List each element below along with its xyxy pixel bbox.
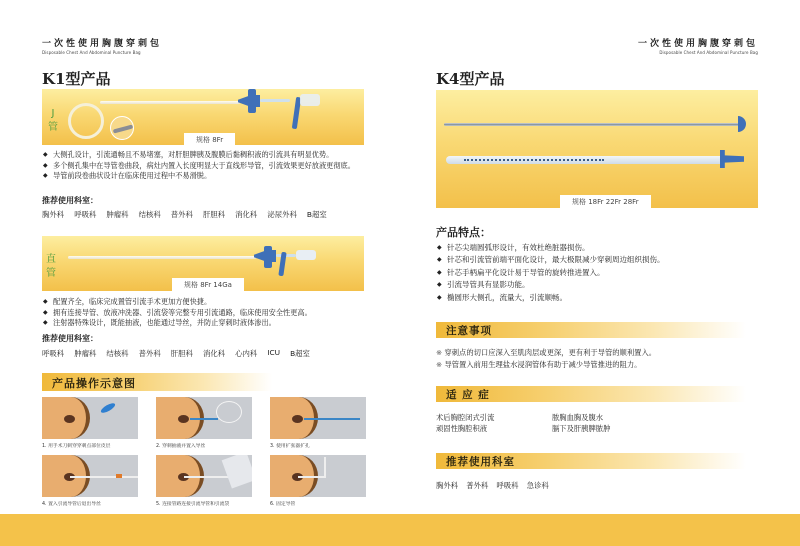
brand-title-cn: 一次性使用胸腹穿刺包 (637, 39, 758, 49)
feature-item: ◆ 注射器特殊设计，既能抽液，也能通过导丝，并防止穿刺时液体渗出。 (42, 318, 364, 329)
note-item: ※ 穿刺点的切口应深入至肌肉层或更深，更有利于导管的顺利置入。 (436, 347, 656, 359)
j-tube-dept-list (42, 209, 327, 220)
j-tube-connector (300, 94, 320, 106)
dept-item: 普外科 (138, 349, 161, 358)
j-tube-hub-wing (248, 89, 256, 113)
k4-spec: 规格 18Fr 22Fr 28Fr (560, 195, 651, 209)
j-tube-catheter (100, 101, 240, 104)
dept-item: 急诊科 (526, 481, 549, 490)
dept-item: 肿瘤科 (74, 349, 97, 358)
k4-title: K4型产品 (436, 70, 505, 88)
step-1-illustration (42, 397, 138, 439)
indication-item: 脓胸血胸及腹水 (552, 413, 604, 422)
feature-item: ◆ 配置齐全，临床完成置管引流手术更加方便快捷。 (42, 297, 364, 308)
feature-item: ◆ 针芯尖端圆弧形设计，有效杜绝脏器损伤。 (436, 242, 758, 254)
k4-tube-connector (720, 150, 744, 168)
j-tube-dept-heading: 推荐使用科室： (42, 196, 98, 205)
step-caption: 4. 置入引流导管后退出导丝 (42, 502, 101, 507)
operation-step-6 (270, 455, 366, 507)
brand-title-cn: 一次性使用胸腹穿刺包 (42, 39, 163, 49)
dept-item: 肝胆科 (202, 210, 226, 219)
departments-heading: 推荐使用科室 (446, 456, 515, 468)
j-tube-shaft (260, 99, 290, 102)
dept-item: 消化科 (202, 349, 226, 358)
k1-title: K1型产品 (42, 70, 111, 88)
note-item: ※ 导管置入前用生理盐水浸润管体有助于减少导管推进的阻力。 (436, 359, 656, 371)
notes-list (436, 347, 656, 371)
feature-item: ◆ 椭圆形大侧孔，流量大，引流顺畅。 (436, 292, 758, 304)
dept-item: B超室 (290, 349, 310, 358)
feature-item: ◆ 针芯手柄扁平化设计易于导管的旋转推进置入。 (436, 267, 758, 279)
straight-tube-connector (296, 250, 316, 260)
step-4-illustration (42, 455, 138, 497)
dept-item: 普外科 (170, 210, 193, 219)
step-2-illustration (156, 397, 252, 439)
dept-item: 结核科 (138, 210, 161, 219)
straight-tube-panel (42, 236, 364, 291)
k4-trocar-handle (738, 116, 746, 132)
dept-item: 消化科 (235, 210, 258, 219)
straight-tube-dept-list (42, 348, 310, 359)
dept-item: 心内科 (235, 349, 258, 358)
feature-item: ◆ 多个侧孔集中在导管卷曲段，病灶内置入长度明显大于直线形导管，引流效果更好放液更彻底。 (42, 161, 364, 172)
step-caption: 1. 用手术刀刺穿穿刺点部位皮层 (42, 444, 111, 449)
k4-trocar-needle (444, 123, 744, 126)
operation-step-5 (156, 455, 252, 507)
indications-list (436, 412, 672, 434)
j-tube-features (42, 150, 364, 182)
step-caption: 5. 连接管路连接引流导管和引流袋 (156, 502, 230, 507)
indications-heading: 适 应 症 (446, 389, 490, 401)
straight-tube-dept-heading: 推荐使用科室： (42, 334, 98, 343)
departments-list (436, 480, 549, 491)
dept-item: B超室 (306, 210, 327, 219)
operation-section-header (42, 373, 272, 391)
straight-tube-label: 直 管 (46, 254, 56, 279)
step-3-illustration (270, 397, 366, 439)
brand-title-en: Disposable Chest And Abdominal Puncture Bag (659, 50, 758, 55)
operation-step-1 (42, 397, 138, 449)
brand-header-right (638, 36, 758, 55)
k4-drainage-tube (446, 156, 724, 164)
j-tube-spec: 规格 8Fr (184, 133, 235, 147)
dept-item: 泌尿外科 (267, 210, 297, 219)
operation-heading: 产品操作示意图 (52, 377, 136, 390)
step-caption: 2. 穿刺抽液并置入导丝 (156, 444, 206, 449)
dept-item: 肿瘤科 (106, 210, 129, 219)
departments-section-header (436, 453, 746, 469)
brand-title-en: Disposable Chest And Abdominal Puncture Bag (42, 50, 141, 55)
step-caption: 3. 使用扩张器扩孔 (270, 444, 310, 449)
straight-tube-features (42, 297, 364, 329)
k4-features-heading: 产品特点： (436, 226, 491, 239)
feature-item: ◆ 导管前段卷曲状设计在临床使用过程中不易滑脱。 (42, 171, 364, 182)
k4-features (436, 242, 758, 304)
step-caption: 6. 固定导管 (270, 502, 296, 507)
dept-item: 结核科 (106, 349, 129, 358)
indication-item: 顽固性胸腔积液 (436, 424, 488, 433)
indication-item: 膈下及肝胰脾脓肿 (552, 424, 611, 433)
j-tube-detail-image (110, 116, 134, 140)
footer-band (0, 514, 800, 546)
step-5-illustration (156, 455, 252, 497)
notes-heading: 注意事项 (446, 325, 492, 337)
straight-tube-catheter (68, 256, 256, 259)
dept-item: 胸外科 (42, 210, 65, 219)
feature-item: ◆ 针芯和引流管前端平面化设计，最大极限减少穿刺周边组织损伤。 (436, 254, 758, 266)
dept-item: 呼吸科 (74, 210, 97, 219)
k4-panel (436, 90, 758, 208)
feature-item: ◆ 大侧孔设计，引流通畅且不易堵塞，对肝胆脾胰及腹膜后黏稠积液的引流具有明显优势。 (42, 150, 364, 161)
j-tube-label: J 管 (48, 108, 58, 133)
j-tube-coil-image (68, 103, 104, 139)
straight-tube-spec: 规格 8Fr 14Ga (172, 278, 244, 292)
straight-tube-hub-wing (264, 246, 272, 268)
dept-item: 呼吸科 (42, 349, 65, 358)
dept-item: 胸外科 (436, 481, 459, 490)
feature-item: ◆ 拥有连接导管、放液冲洗器、引流袋等完整专用引流通路，临床使用安全性更高。 (42, 308, 364, 319)
indication-item: 术后胸腔闭式引流 (436, 413, 495, 422)
operation-step-2 (156, 397, 252, 449)
dept-item: ICU (267, 348, 281, 357)
dept-item: 呼吸科 (496, 481, 519, 490)
step-6-illustration (270, 455, 366, 497)
feature-item: ◆ 引流导管具有显影功能。 (436, 279, 758, 291)
indications-section-header (436, 386, 746, 402)
dept-item: 普外科 (466, 481, 489, 490)
notes-section-header (436, 322, 746, 338)
dept-item: 肝胆科 (170, 349, 193, 358)
operation-step-4 (42, 455, 138, 507)
j-tube-panel (42, 89, 364, 145)
operation-step-3 (270, 397, 366, 449)
brand-header-left (42, 36, 162, 55)
